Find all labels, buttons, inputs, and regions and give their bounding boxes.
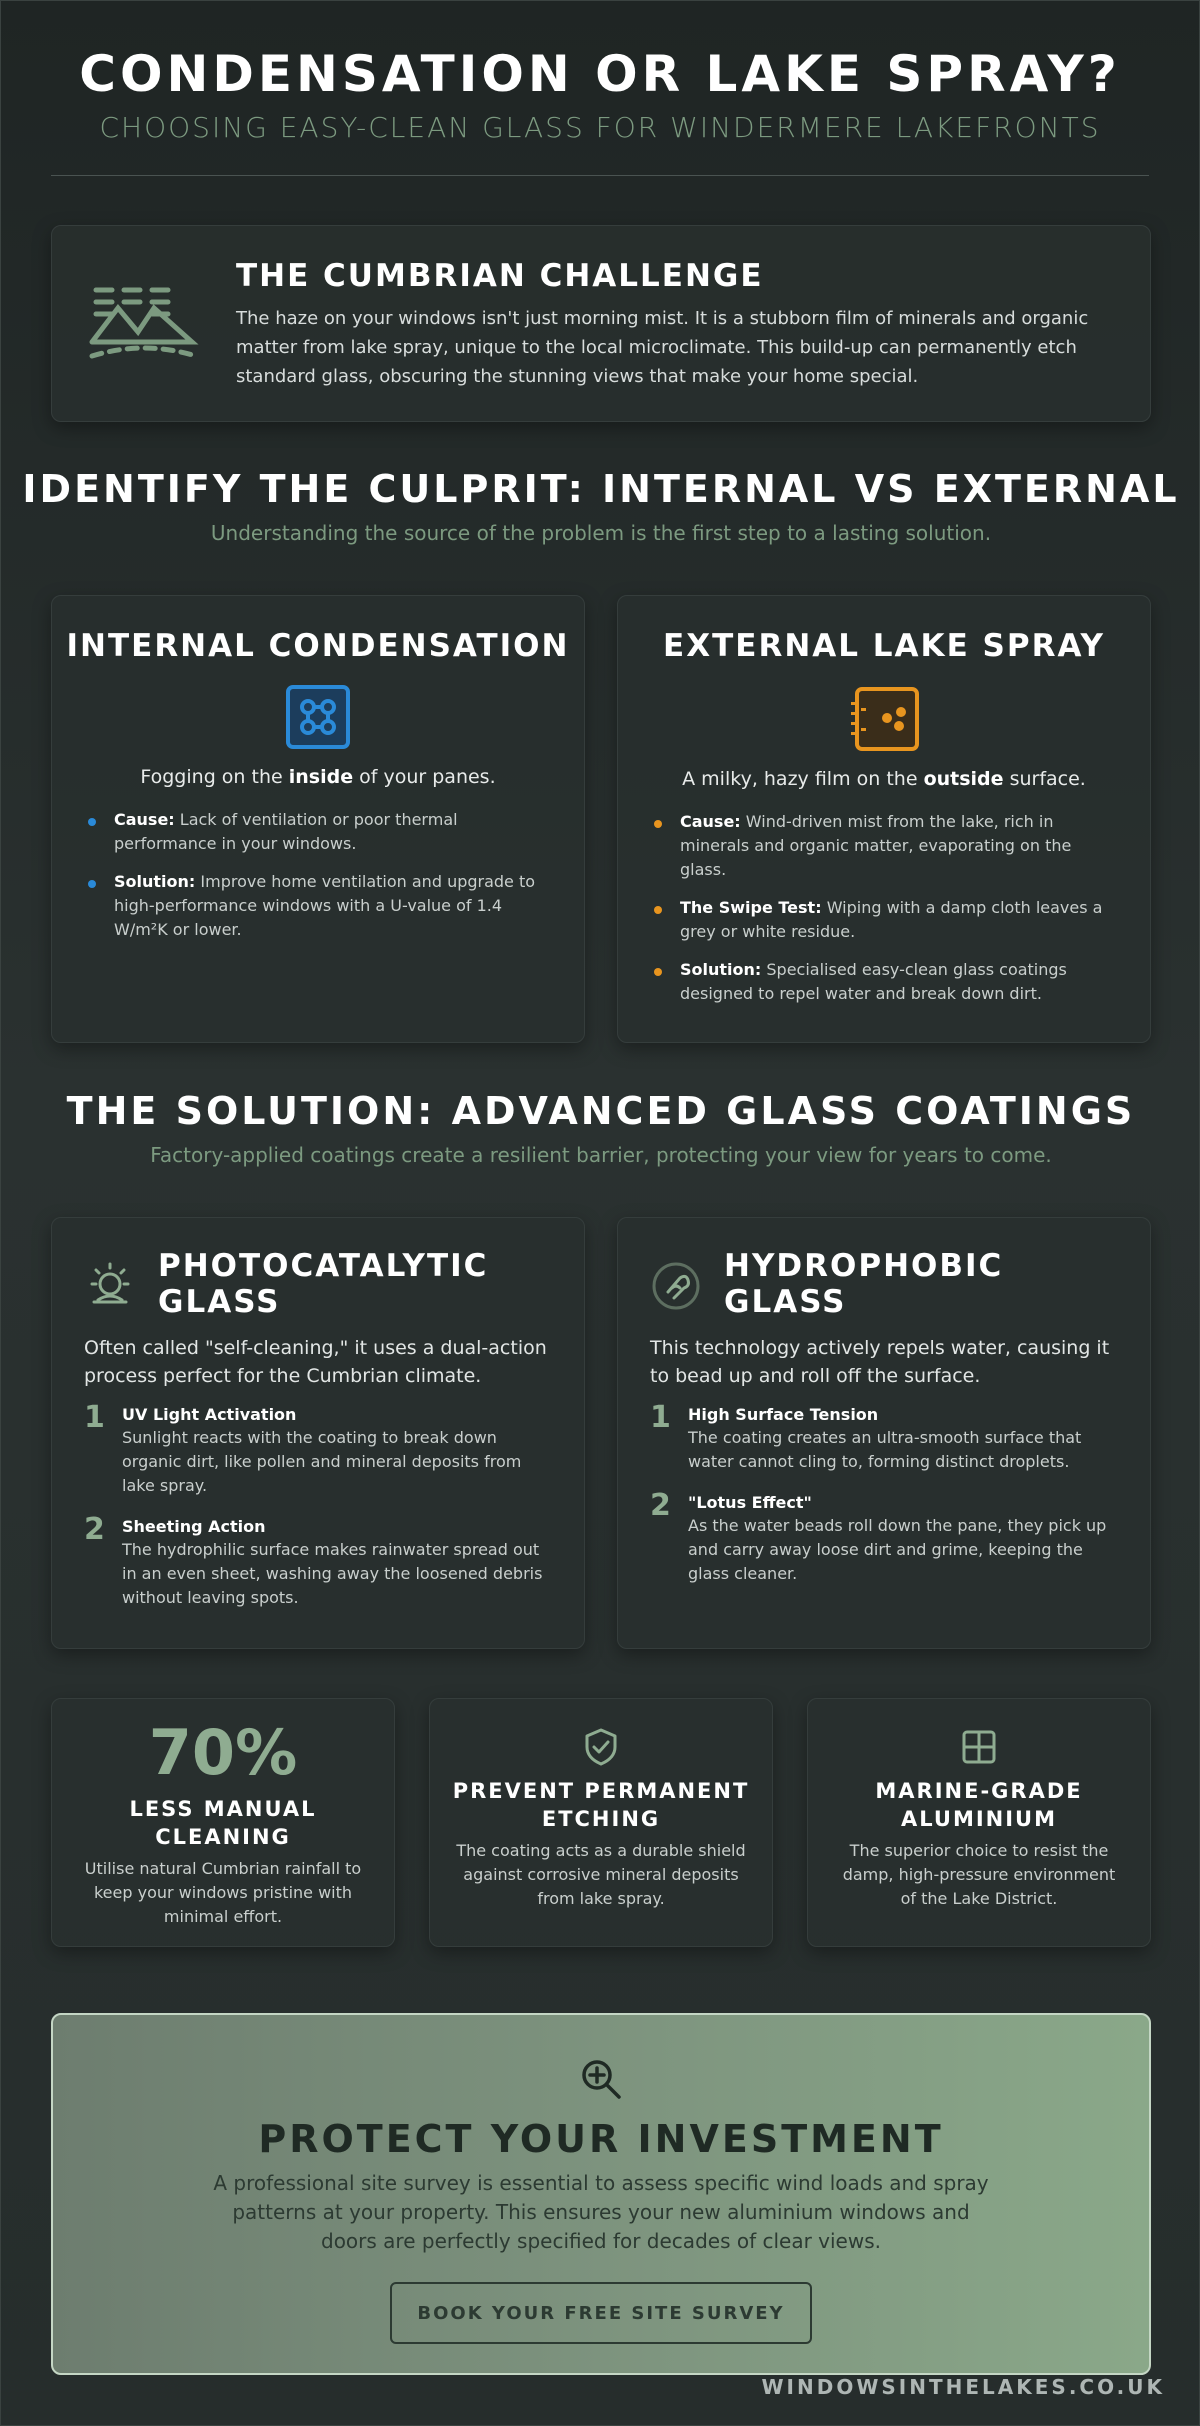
external-title: EXTERNAL LAKE SPRAY — [663, 628, 1105, 664]
header — [1, 1, 1199, 144]
page-subtitle: CHOOSING EASY-CLEAN GLASS FOR WINDERMERE LAKEFRONTS — [99, 111, 1101, 144]
list-item: The Swipe Test: Wiping with a damp cloth leaves a grey or white residue. — [652, 896, 1118, 944]
challenge-body: The haze on your windows isn't just morning mist. It is a stubborn film of minerals and organic matter from lake spray, unique to the local microclimate. This build-up can permanently etch standard glass, obscuring the stunning views that make your home special. — [236, 308, 1089, 387]
spray-window-icon — [849, 686, 919, 752]
cta-panel — [51, 2013, 1151, 2375]
photocatalytic-card — [51, 1217, 585, 1649]
shield-check-icon — [581, 1727, 621, 1767]
photocatalytic-desc: Often called "self-cleaning," it uses a dual-action process perfect for the Cumbrian climate. — [84, 1337, 547, 1387]
window-droplets-icon — [285, 684, 351, 750]
stat-title: MARINE-GRADE ALUMINIUM — [875, 1779, 1083, 1831]
photocatalytic-title: PHOTOCATALYTIC GLASS — [158, 1248, 489, 1320]
sun-icon — [84, 1260, 136, 1312]
photocatalytic-steps — [84, 1400, 554, 1610]
water-repel-icon — [650, 1260, 702, 1312]
cta-title: PROTECT YOUR INVESTMENT — [258, 2117, 944, 2161]
page-title: CONDENSATION OR LAKE SPRAY? — [79, 45, 1121, 103]
solution-subtitle: Factory-applied coatings create a resilient barrier, protecting your view for years to come. — [150, 1143, 1052, 1167]
list-item: Solution: Improve home ventilation and upgrade to high-performance windows with a U-value of 1.4 W/m²K or lower. — [86, 870, 552, 942]
stat-text: Utilise natural Cumbrian rainfall to keep your windows pristine with minimal effort. — [84, 1859, 362, 1926]
stat-text: The coating acts as a durable shield against corrosive mineral deposits from lake spray. — [456, 1841, 746, 1908]
list-item: Solution: Specialised easy-clean glass coatings designed to repel water and break down dirt. — [652, 958, 1118, 1006]
internal-title: INTERNAL CONDENSATION — [66, 628, 570, 664]
hydrophobic-steps — [650, 1400, 1120, 1586]
challenge-title: THE CUMBRIAN CHALLENGE — [236, 258, 764, 294]
identify-title: IDENTIFY THE CULPRIT: INTERNAL VS EXTERNAL — [22, 467, 1180, 511]
stat-text: The superior choice to resist the damp, high-pressure environment of the Lake District. — [842, 1841, 1116, 1908]
list-item: Cause: Lack of ventilation or poor thermal performance in your windows. — [86, 808, 552, 856]
challenge-card — [51, 225, 1151, 422]
hydrophobic-desc: This technology actively repels water, causing it to bead up and roll off the surface. — [650, 1337, 1110, 1387]
stat-percentage: 70% — [148, 1716, 298, 1789]
stat-card-etching — [429, 1698, 773, 1947]
internal-condensation-card — [51, 595, 585, 1043]
mountain-mist-icon — [88, 284, 204, 368]
external-list — [652, 810, 1118, 1006]
hydrophobic-card — [617, 1217, 1151, 1649]
external-lead: A milky, hazy film on the outside surface. — [682, 768, 1086, 790]
identify-subtitle: Understanding the source of the problem is the first step to a lasting solution. — [210, 521, 992, 545]
stat-card-cleaning — [51, 1698, 395, 1947]
hydrophobic-title: HYDROPHOBIC GLASS — [724, 1248, 1004, 1320]
cta-body: A professional site survey is essential to assess specific wind loads and spray patterns at your property. This ensures your new aluminium windows and doors are perfectly specified for decades of clear views. — [213, 2171, 989, 2253]
solution-title: THE SOLUTION: ADVANCED GLASS COATINGS — [66, 1089, 1136, 1133]
list-item: Cause: Wind-driven mist from the lake, rich in minerals and organic matter, evaporating on the glass. — [652, 810, 1118, 882]
external-lake-spray-card — [617, 595, 1151, 1043]
internal-list — [86, 808, 552, 942]
book-survey-button[interactable]: BOOK YOUR FREE SITE SURVEY — [390, 2282, 812, 2344]
stat-card-aluminium — [807, 1698, 1151, 1947]
step-item: 1 UV Light Activation Sunlight reacts with the coating to break down organic dirt, like pollen and mineral deposits from lake spray. — [84, 1400, 522, 1495]
stat-title: PREVENT PERMANENT ETCHING — [452, 1779, 750, 1831]
internal-lead: Fogging on the inside of your panes. — [140, 766, 496, 788]
header-divider — [51, 175, 1149, 176]
zoom-in-icon — [579, 2057, 623, 2101]
footer-site-url[interactable]: WINDOWSINTHELAKES.CO.UK — [761, 2375, 1165, 2399]
window-frame-icon — [959, 1727, 999, 1767]
step-item: 1 High Surface Tension The coating creates an ultra-smooth surface that water cannot cling to, forming distinct droplets. — [650, 1400, 1082, 1471]
step-item: 2 "Lotus Effect" As the water beads roll down the pane, they pick up and carry away loose dirt and grime, keeping the glass cleaner. — [650, 1488, 1107, 1583]
stat-title: LESS MANUAL CLEANING — [129, 1797, 317, 1849]
step-item: 2 Sheeting Action The hydrophilic surface makes rainwater spread out in an even sheet, washing away the loosened debris without leaving spots. — [84, 1512, 543, 1607]
